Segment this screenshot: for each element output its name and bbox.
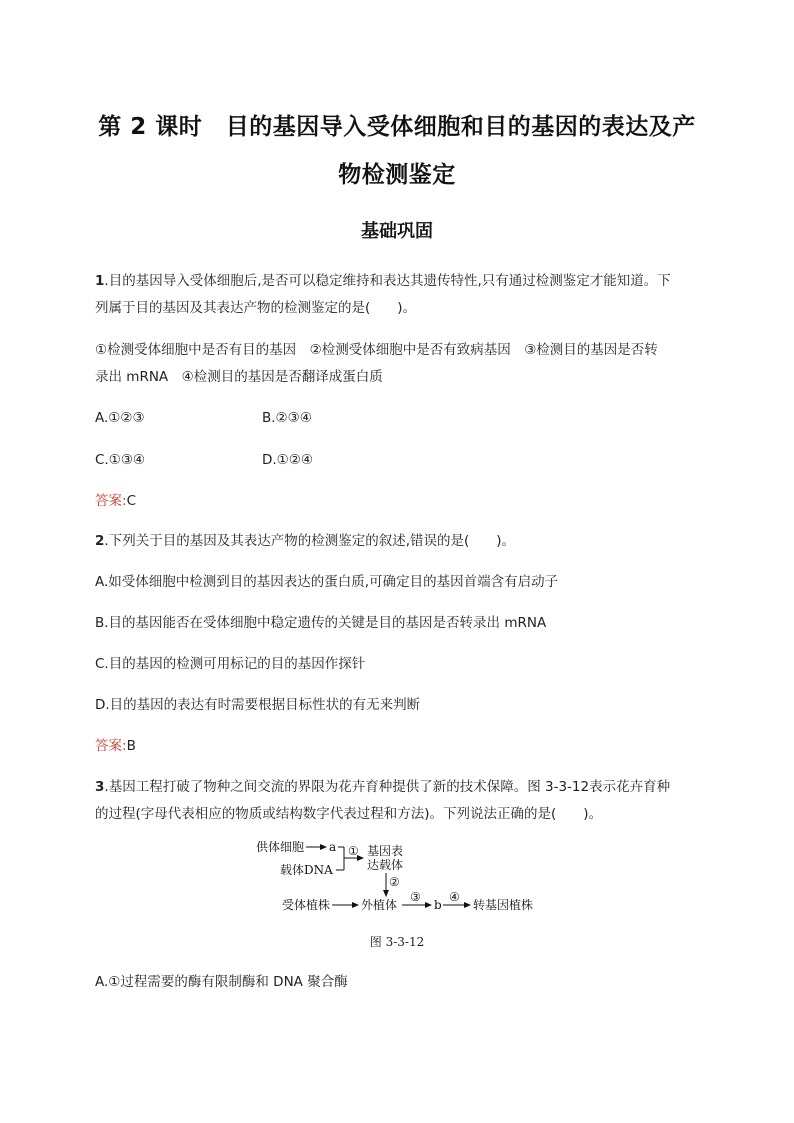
diagram-step-1: ① (348, 844, 359, 858)
q2-stem-text: .下列关于目的基因及其表达产物的检测鉴定的叙述,错误的是( )。 (104, 533, 516, 549)
diagram-step-3: ③ (410, 890, 421, 904)
q1-number: 1 (95, 273, 105, 289)
q1-items-line-2: 录出 mRNA ④检测目的基因是否翻译成蛋白质 (95, 369, 383, 385)
diagram-transgenic-plant: 转基因植株 (473, 898, 534, 912)
q2-option-b: B.目的基因能否在受体细胞中稳定遗传的关键是目的基因是否转录出 mRNA (95, 615, 547, 631)
q2-answer (95, 736, 136, 756)
diagram-step-4: ④ (449, 890, 460, 904)
q1-answer (95, 491, 136, 511)
q2-answer-label: 答案: (95, 738, 127, 754)
diagram-expression-vector-1: 基因表 (367, 844, 404, 858)
diagram-step-2: ② (389, 875, 400, 889)
q1-option-a: A.①②③ (95, 410, 145, 426)
q3-stem-line-2: 的过程(字母代表相应的物质或结构数字代表过程和方法)。下列说法正确的是( )。 (95, 806, 603, 822)
section-heading: 基础巩固 (361, 221, 433, 242)
q3-stem (95, 777, 705, 797)
diagram-donor-cell: 供体细胞 (256, 840, 305, 854)
q2-answer-value: B (126, 738, 136, 754)
q1-items-line-1: ①检测受体细胞中是否有目的基因 ②检测受体细胞中是否有致病基因 ③检测目的基因是否转 (95, 342, 658, 358)
q2-option-a: A.如受体细胞中检测到目的基因表达的蛋白质,可确定目的基因首端含有启动子 (95, 574, 559, 590)
q1-stem-line-1: .目的基因导入受体细胞后,是否可以稳定维持和表达其遗传特性,只有通过检测鉴定才能知道。下 (104, 273, 671, 289)
q1-option-c: C.①③④ (95, 452, 146, 468)
q2-option-d: D.目的基因的表达有时需要根据目标性状的有无来判断 (95, 697, 421, 713)
q3-number: 3 (95, 779, 105, 795)
q2-number: 2 (95, 533, 105, 549)
flow-diagram-svg (250, 838, 550, 918)
diagram-explant: 外植体 (361, 898, 398, 912)
q1-stem-line-2: 列属于目的基因及其表达产物的检测鉴定的是( )。 (95, 300, 417, 316)
page-title-line-2: 物检测鉴定 (338, 162, 456, 188)
q1-stem (95, 271, 705, 291)
diagram-expression-vector-2: 达载体 (367, 858, 404, 872)
diagram-recipient-plant: 受体植株 (282, 898, 331, 912)
q1-answer-value: C (126, 493, 136, 509)
page-title-line-1: 第 2 课时 目的基因导入受体细胞和目的基因的表达及产 (98, 114, 696, 140)
flow-diagram (250, 838, 550, 918)
q1-option-d: D.①②④ (262, 452, 313, 468)
diagram-a: a (329, 840, 337, 854)
q1-option-b: B.②③④ (262, 410, 312, 426)
q2-option-c: C.目的基因的检测可用标记的目的基因作探针 (95, 656, 366, 672)
diagram-vector-dna: 载体DNA (280, 863, 333, 877)
q3-option-a: A.①过程需要的酶有限制酶和 DNA 聚合酶 (95, 974, 348, 990)
q1-answer-label: 答案: (95, 493, 127, 509)
diagram-b: b (434, 898, 442, 912)
q3-stem-line-1: .基因工程打破了物种之间交流的界限为花卉育种提供了新的技术保障。图 3-3-12表示花卉育种 (104, 779, 671, 795)
figure-caption: 图 3-3-12 (369, 935, 425, 949)
q2-stem (95, 531, 705, 551)
